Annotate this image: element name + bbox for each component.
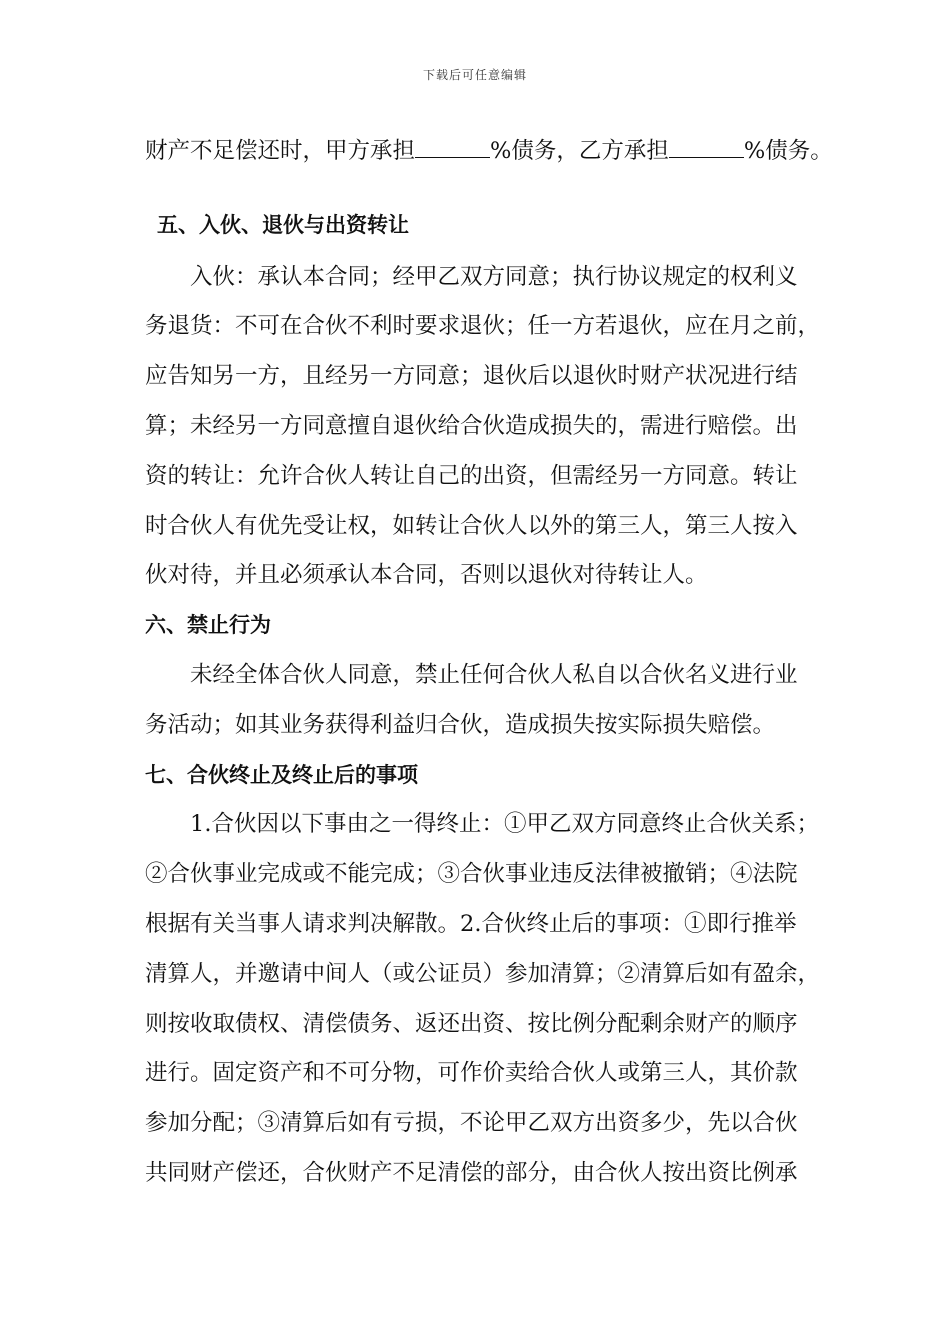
section-7-line: 根据有关当事人请求判决解散。2.合伙终止后的事项：①即行推举 <box>145 910 797 937</box>
section-7-line: 清算人，并邀请中间人（或公证员）参加清算；②清算后如有盈余， <box>145 960 821 987</box>
section-5-line: 时合伙人有优先受让权，如转让合伙人以外的第三人，第三人按入 <box>145 512 798 539</box>
section-7-body <box>145 800 821 1198</box>
debt-clause-part1: 财产不足偿还时，甲方承担 <box>145 138 416 164</box>
page-header: 下载后可任意编辑 <box>422 68 527 82</box>
section-6-line: 务活动；如其业务获得利益归合伙，造成损失按实际损失赔偿。 <box>145 711 776 738</box>
debt-clause-part3: %债务。 <box>743 138 833 164</box>
section-5-line: 应告知另一方，且经另一方同意；退伙后以退伙时财产状况进行结 <box>145 363 798 390</box>
debt-clause-part2: %债务，乙方承担 <box>490 138 669 164</box>
section-6-line: 未经全体合伙人同意，禁止任何合伙人私自以合伙名义进行业 <box>190 661 798 688</box>
section-5-line: 资的转让：允许合伙人转让自己的出资，但需经另一方同意。转让 <box>145 462 798 489</box>
section-5-line: 务退货：不可在合伙不利时要求退伙；任一方若退伙，应在月之前， <box>145 313 821 340</box>
section-7-line: ②合伙事业完成或不能完成；③合伙事业违反法律被撤销；④法院 <box>145 861 798 888</box>
debt-clause <box>145 127 833 177</box>
section-7-line: 进行。固定资产和不可分物，可作价卖给合伙人或第三人，其价款 <box>145 1060 798 1087</box>
section-6-body <box>145 651 805 751</box>
section-5-line: 入伙：承认本合同；经甲乙双方同意；执行协议规定的权利义 <box>190 263 798 290</box>
document-body <box>145 127 833 1199</box>
section-5-body <box>145 253 821 602</box>
section-5-line: 算；未经另一方同意擅自退伙给合伙造成损失的，需进行赔偿。出 <box>145 412 798 439</box>
section-7-line: 共同财产偿还，合伙财产不足清偿的部分，由合伙人按出资比例承 <box>145 1159 798 1186</box>
section-7-line: 参加分配；③清算后如有亏损，不论甲乙双方出资多少，先以合伙 <box>145 1110 798 1137</box>
blank-field-party-a <box>415 137 490 158</box>
blank-field-party-b <box>669 137 744 158</box>
section-7-line: 1.合伙因以下事由之一得终止：①甲乙双方同意终止合伙关系； <box>190 811 819 838</box>
section-7-title: 七、合伙终止及终止后的事项 <box>145 762 418 787</box>
section-6-title: 六、禁止行为 <box>145 613 271 638</box>
section-5-line: 伙对待，并且必须承认本合同，否则以退伙对待转让人。 <box>145 562 708 589</box>
section-5-title: 五、入伙、退伙与出资转让 <box>157 212 409 237</box>
section-7-line: 则按收取债权、清偿债务、返还出资、按比例分配剩余财产的顺序 <box>145 1010 798 1037</box>
